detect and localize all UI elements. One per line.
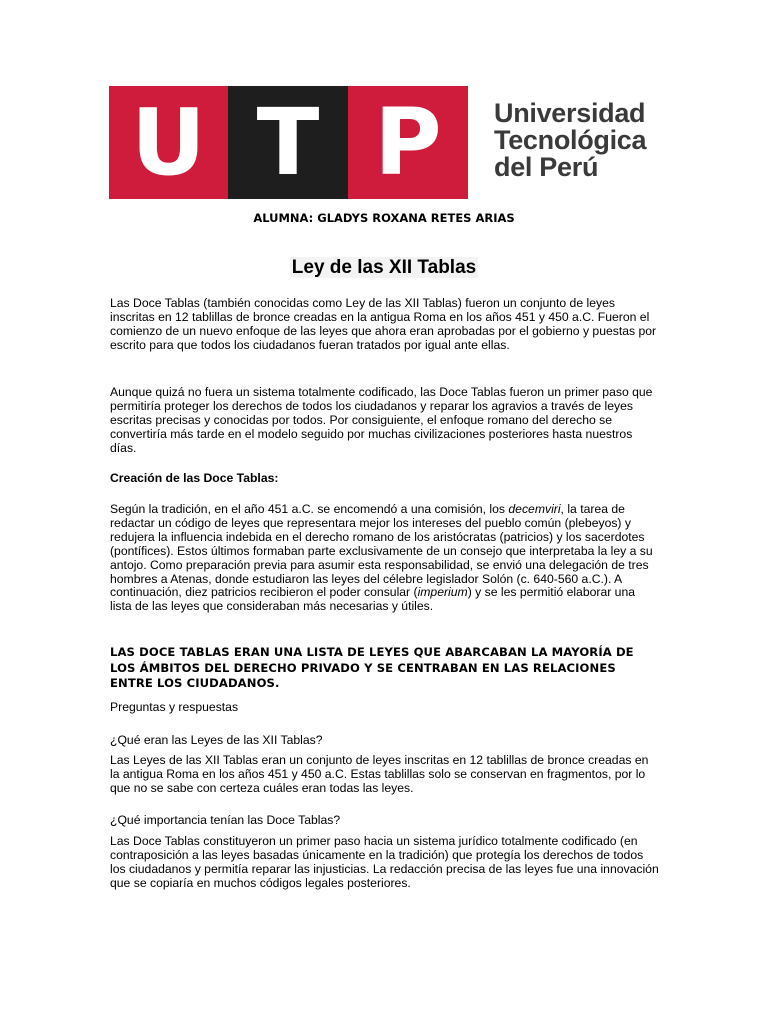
- paragraph-text: Aunque quizá no fuera un sistema totalmente codificado, las Doce Tablas fueron un primer paso que permitiría proteger los derechos de todos los ciudadanos y reparar los agravios a través de leyes escritas precisas y conocidas por todos. Por consiguiente, el enfoque romano del derecho se convertiría más tarde en el modelo seguido por muchas civilizaciones posteriores hasta nuestros días.: [110, 385, 653, 455]
- paragraph-intro: [110, 297, 660, 353]
- answer-1: Las Leyes de las XII Tablas eran un conjunto de leyes inscritas en 12 tablillas de bronce creadas en la antigua Roma en los años 451 y 450 a.C. Estas tablillas solo se conservan en fragmentos, por lo que no se sabe con certeza cuáles eran todas las leyes.: [110, 753, 649, 795]
- logo-box-u: [109, 86, 228, 199]
- university-name-line: Tecnológica: [494, 125, 647, 155]
- student-name: ALUMNA: GLADYS ROXANA RETES ARIAS: [253, 211, 515, 225]
- paragraph-text: [110, 503, 660, 614]
- paragraph-segment: Según la tradición, en el año 451 a.C. se encomendó a una comisión, los: [110, 502, 509, 516]
- university-name-line: del Perú: [494, 152, 599, 182]
- logo-box-t: [228, 86, 348, 199]
- utp-logo: [109, 86, 669, 199]
- highlight-statement: LAS DOCE TABLAS ERAN UNA LISTA DE LEYES QUE ABARCABAN LA MAYORÍA DE LOS ÁMBITOS DEL DERECHO PRIVADO Y SE CENTRABAN EN LAS RELACIONES ENTRE LOS CIUDADANOS.: [110, 645, 634, 690]
- paragraph-segment: , la tarea de redactar un código de leyes que representara mejor los intereses del pueblo común (plebeyos) y redujera la influencia indebida en el derecho romano de los aristócratas (patricios) y los sacerdotes (pontífices). Estos últimos formaban parte exclusivamente de un consejo que interpretaba la ley a su antojo. Como preparación previa para asumir esta responsabilidad, se envió una delegación de tres hombres a Atenas, donde estudiaron las leyes del célebre legislador Solón (c. 640-560 a.C.). A continuación, diez patricios recibieron el poder consular (: [110, 502, 653, 600]
- paragraph-text: Las Doce Tablas (también conocidas como Ley de las XII Tablas) fueron un conjunto de leyes inscritas en 12 tablillas de bronce creadas en la antigua Roma en los años 451 y 450 a.C. Fueron el comienzo de un nuevo enfoque de las leyes que ahora eran aprobadas por el gobierno y puestas por escrito para que todos los ciudadanos fueran tratados por igual ante ellas.: [110, 296, 657, 352]
- logo-box-p: [348, 86, 468, 199]
- university-name: [494, 100, 646, 181]
- logo-letter-p: P: [374, 88, 442, 196]
- paragraph-italic: imperium: [417, 585, 468, 600]
- question-1: ¿Qué eran las Leyes de las XII Tablas?: [110, 733, 323, 747]
- paragraph-creation: [110, 503, 660, 614]
- paragraph-italic: decemviri: [508, 502, 561, 516]
- logo-letter-t: T: [256, 88, 320, 196]
- document-title-text: Ley de las XII Tablas: [291, 257, 477, 278]
- document-title: [0, 257, 768, 279]
- paragraph-second: [110, 386, 660, 456]
- paragraph-segment: ) y se les permitió elaborar una lista de las leyes que consideraban más necesarias y útiles.: [110, 585, 636, 614]
- question-2: ¿Qué importancia tenían las Doce Tablas?: [110, 813, 341, 827]
- logo-letter-u: U: [131, 88, 206, 196]
- section-heading: Creación de las Doce Tablas:: [110, 471, 279, 485]
- qa-heading: Preguntas y respuestas: [110, 700, 239, 714]
- university-name-line: Universidad: [494, 98, 646, 128]
- answer-2: Las Doce Tablas constituyeron un primer paso hacia un sistema jurídico totalmente codificado (en contraposición a las leyes basadas únicamente en la tradición) que protegía los derechos de todos los ciudadanos y permitía reparar las injusticias. La redacción precisa de las leyes fue una innovación que se copiaría en muchos códigos legales posteriores.: [110, 834, 659, 890]
